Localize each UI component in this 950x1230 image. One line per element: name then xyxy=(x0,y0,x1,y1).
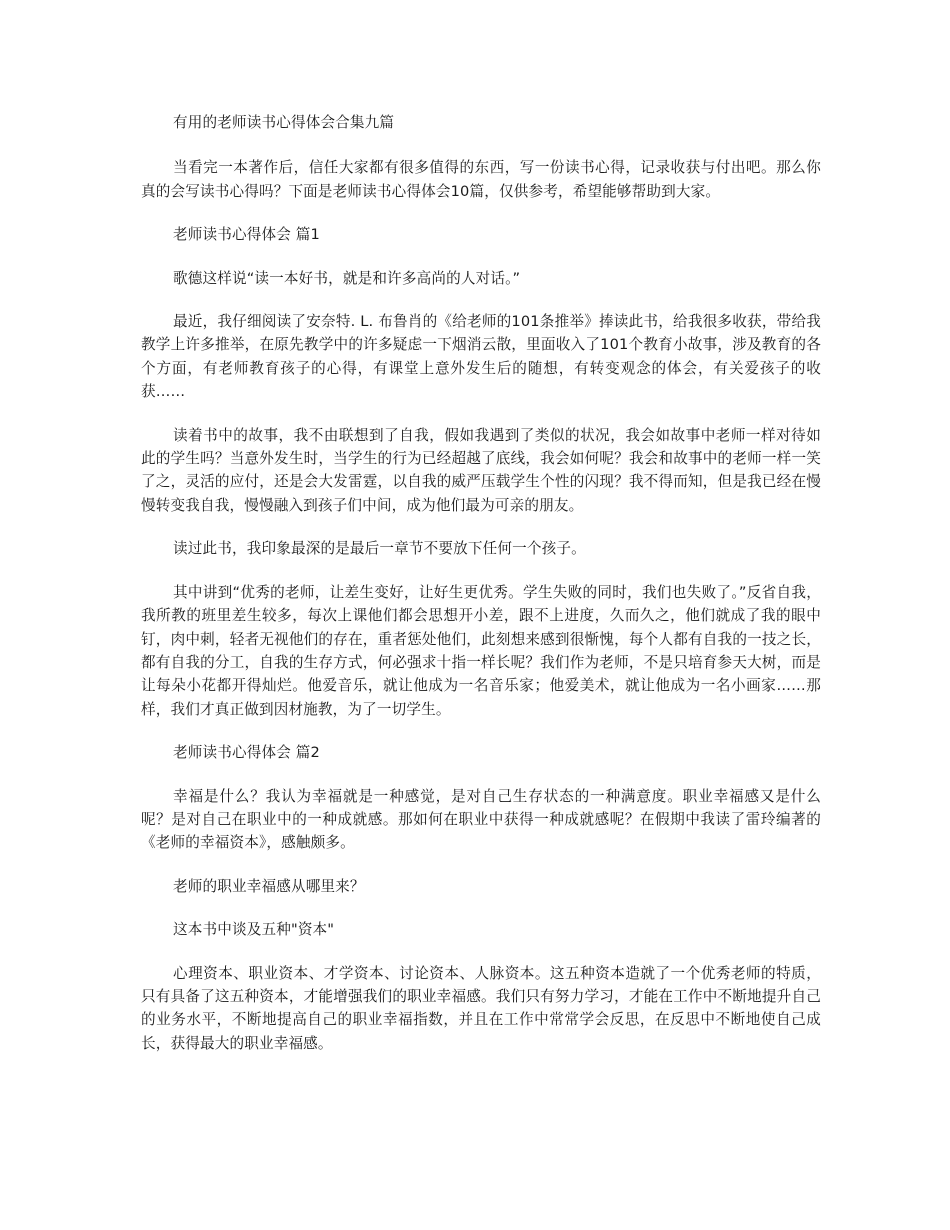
paragraph-intro: 当看完一本著作后，信任大家都有很多值得的东西，写一份读书心得，记录收获与付出吧。那么你真的会写读书心得吗？下面是老师读书心得体会10篇，仅供参考，希望能够帮助到大家。 xyxy=(141,159,821,200)
document-body xyxy=(141,111,821,1075)
paragraph: 其中讲到“优秀的老师，让差生变好，让好生更优秀。学生失败的同时，我们也失败了。”反省自我，我所教的班里差生较多，每次上课他们都会思想开小差，跟不上进度，久而久之，他们就成了我的眼中钉，肉中刺，轻者无视他们的存在，重者惩处他们，此刻想来感到很惭愧，每个人都有自我的一技之长，都有自我的分工，自我的生存方式，何必强求十指一样长呢？我们作为老师，不是只培育参天大树，而是让每朵小花都开得灿烂。他爱音乐，就让他成为一名音乐家；他爱美术，就让他成为一名小画家……那样，我们才真正做到因材施教，为了一切学生。 xyxy=(141,583,821,718)
paragraph: 幸福是什么？我认为幸福就是一种感觉，是对自己生存状态的一种满意度。职业幸福感又是什么呢？是对自己在职业中的一种成就感。那如何在职业中获得一种成就感呢？在假期中我读了雷玲编著的《老师的幸福资本》，感触颇多。 xyxy=(141,787,821,852)
paragraph: 这本书中谈及五种"资本" xyxy=(173,921,335,939)
paragraph: 最近，我仔细阅读了安奈特. L. 布鲁肖的《给老师的101条推举》捧读此书，给我很多收获，带给我教学上许多推举，在原先教学中的许多疑虑一下烟消云散，里面收入了101个教育小故事，涉及教育的各个方面，有老师教育孩子的心得，有课堂上意外发生后的随想，有转变观念的体会，有关爱孩子的收获…… xyxy=(141,313,821,401)
paragraph: 老师的职业幸福感从哪里来？ xyxy=(173,877,365,895)
section-heading-1: 老师读书心得体会 篇1 xyxy=(173,226,320,244)
paragraph: 心理资本、职业资本、才学资本、讨论资本、人脉资本。这五种资本造就了一个优秀老师的特质，只有具备了这五种资本，才能增强我们的职业幸福感。我们只有努力学习，才能在工作中不断地提升自己的业务水平，不断地提高自己的职业幸福指数，并且在工作中常常学会反思，在反思中不断地使自己成长，获得最大的职业幸福感。 xyxy=(141,964,821,1052)
paragraph: 歌德这样说“读一本好书，就是和许多高尚的人对话。” xyxy=(173,269,521,287)
paragraph: 读过此书，我印象最深的是最后一章节不要放下任何一个孩子。 xyxy=(173,540,586,558)
section-heading-2: 老师读书心得体会 篇2 xyxy=(173,744,320,762)
document-title: 有用的老师读书心得体会合集九篇 xyxy=(173,114,395,131)
paragraph: 读着书中的故事，我不由联想到了自我，假如我遇到了类似的状况，我会如故事中老师一样对待如此的学生吗？当意外发生时，当学生的行为已经超越了底线，我会如何呢？我会和故事中的老师一样一笑了之，灵活的应付，还是会大发雷霆，以自我的威严压载学生个性的闪现？我不得而知，但是我已经在慢慢转变我自我，慢慢融入到孩子们中间，成为他们最为可亲的朋友。 xyxy=(141,426,821,514)
